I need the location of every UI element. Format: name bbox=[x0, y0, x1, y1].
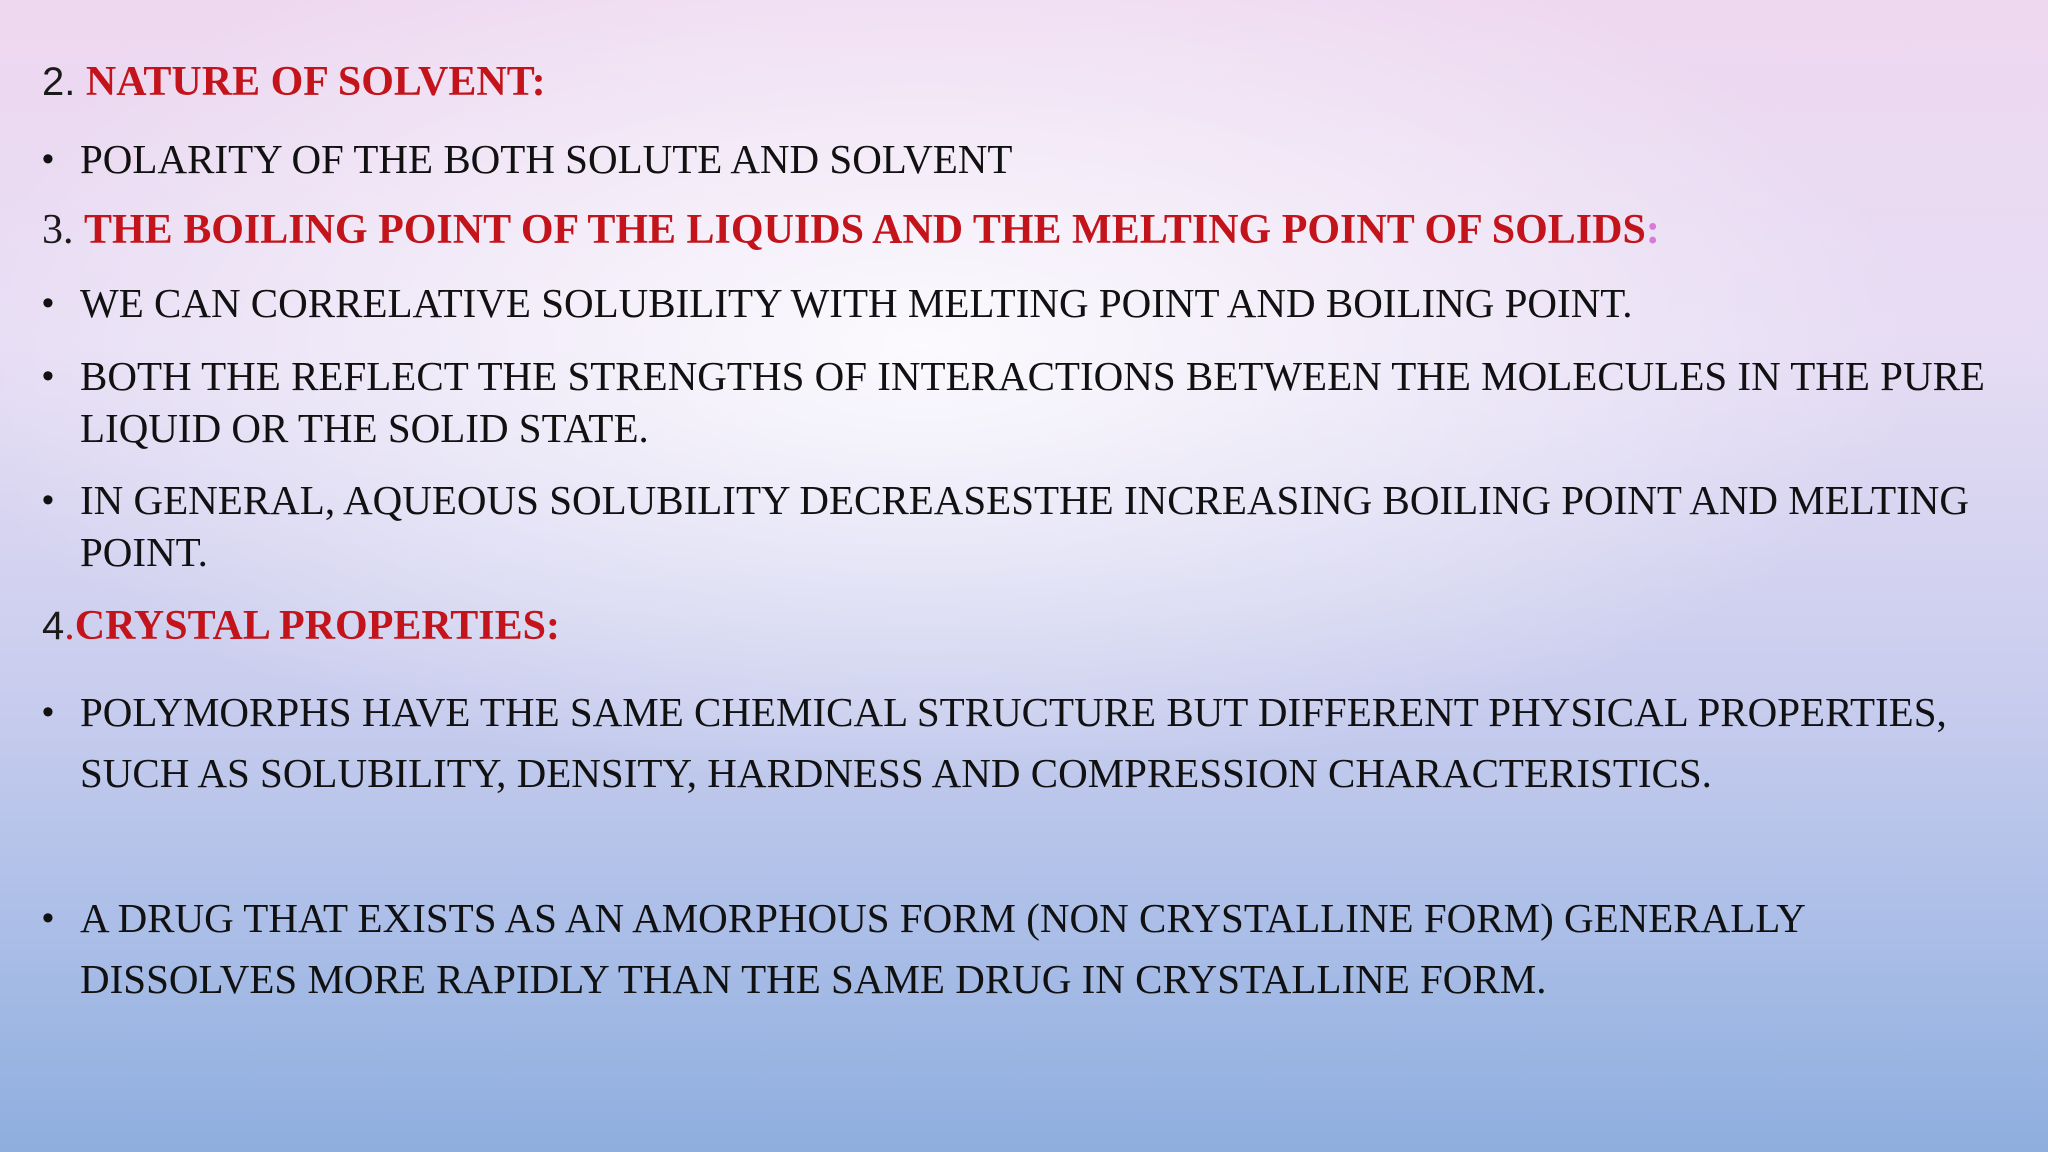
section-4-title: CRYSTAL PROPERTIES: bbox=[74, 603, 560, 649]
bullet-text: POLYMORPHS HAVE THE SAME CHEMICAL STRUCTURE BUT DIFFERENT PHYSICAL PROPERTIES, SUCH AS SOLUBILITY, DENSITY, HARDNESS AND COMPRESSION CHARACTERISTICS. bbox=[80, 689, 1947, 796]
section-3-bullet-3 bbox=[42, 474, 2002, 578]
bullet-dot: • bbox=[42, 481, 54, 519]
bullet-text: A DRUG THAT EXISTS AS AN AMORPHOUS FORM (NON CRYSTALLINE FORM) GENERALLY DISSOLVES MORE RAPIDLY THAN THE SAME DRUG IN CRYSTALLINE FORM. bbox=[80, 895, 1805, 1002]
bullet-text: POLARITY OF THE BOTH SOLUTE AND SOLVENT bbox=[80, 136, 1013, 182]
section-4-number-dot: . bbox=[64, 603, 75, 649]
section-3-title: THE BOILING POINT OF THE LIQUIDS AND THE MELTING POINT OF SOLIDS bbox=[84, 207, 1646, 253]
bullet-text: WE CAN CORRELATIVE SOLUBILITY WITH MELTING POINT AND BOILING POINT. bbox=[80, 280, 1633, 326]
bullet-text: IN GENERAL, AQUEOUS SOLUBILITY DECREASESTHE INCREASING BOILING POINT AND MELTING POINT. bbox=[80, 477, 1969, 575]
section-3-heading bbox=[42, 206, 1660, 254]
bullet-dot: • bbox=[42, 140, 54, 178]
section-2-title: NATURE OF SOLVENT: bbox=[85, 59, 546, 105]
section-2-heading bbox=[42, 58, 546, 106]
bullet-dot: • bbox=[42, 357, 54, 395]
section-3-bullet-1 bbox=[42, 277, 2002, 329]
bullet-text: BOTH THE REFLECT THE STRENGTHS OF INTERACTIONS BETWEEN THE MOLECULES IN THE PURE LIQUID OR THE SOLID STATE. bbox=[80, 353, 1985, 451]
section-3-title-colon: : bbox=[1645, 207, 1660, 253]
bullet-dot: • bbox=[42, 284, 54, 322]
section-4-bullet-2 bbox=[42, 888, 2002, 1010]
bullet-dot: • bbox=[42, 899, 54, 937]
section-4-bullet-1 bbox=[42, 682, 2002, 804]
section-4-number: 4 bbox=[42, 604, 65, 648]
section-3-bullet-2 bbox=[42, 350, 2002, 454]
section-3-number: 3. bbox=[42, 207, 74, 253]
bullet-dot: • bbox=[42, 693, 54, 731]
section-2-number: 2. bbox=[42, 60, 76, 104]
section-4-heading bbox=[42, 602, 560, 650]
section-2-bullet-1 bbox=[42, 133, 2002, 185]
